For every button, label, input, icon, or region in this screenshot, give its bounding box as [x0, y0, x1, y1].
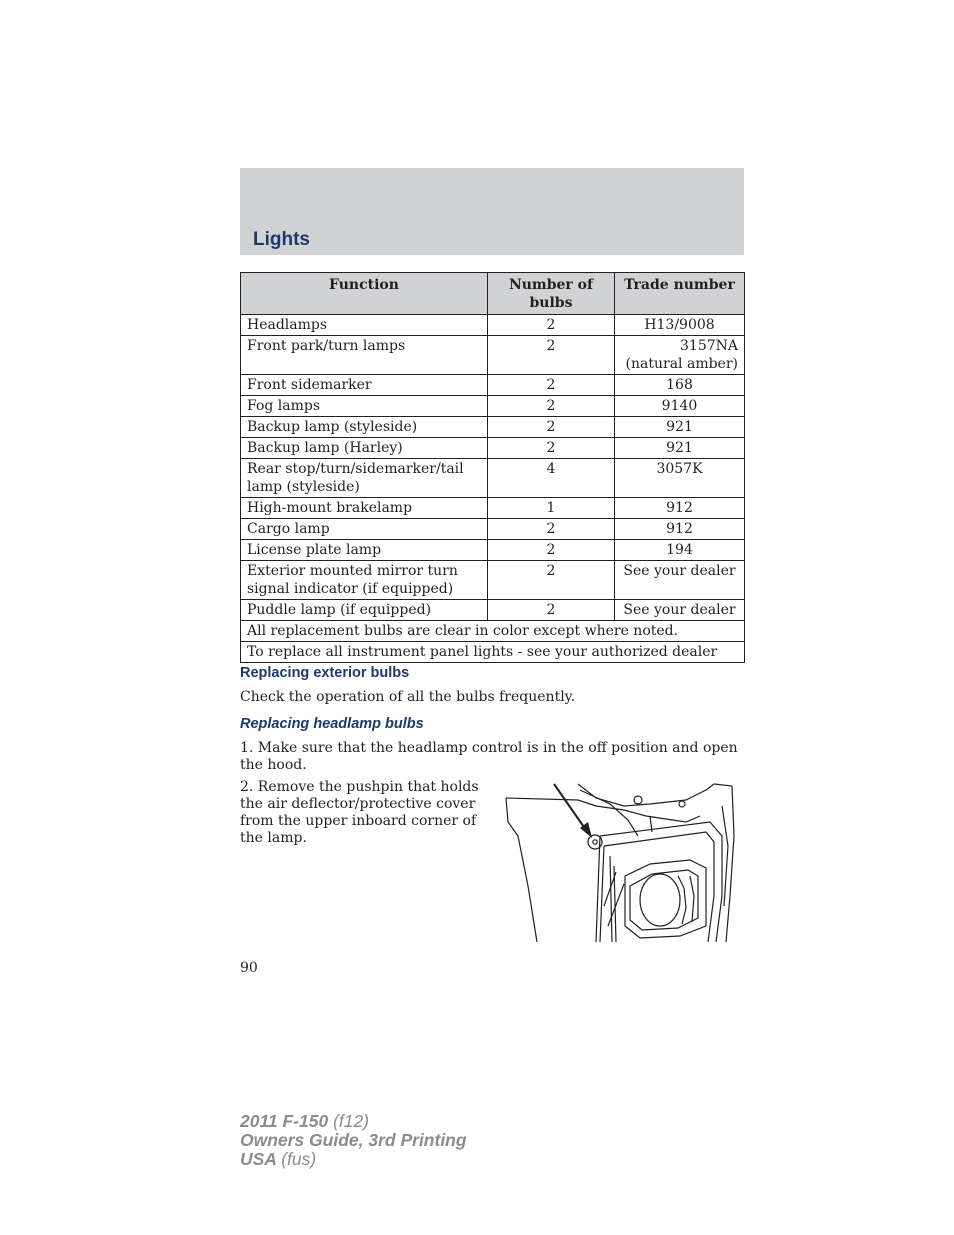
table-row: [241, 375, 745, 396]
heading-replacing-headlamp-bulbs: Replacing headlamp bulbs: [240, 716, 424, 732]
function-cell: Fog lamps: [241, 396, 488, 417]
trade-cell: 168: [615, 375, 745, 396]
bulbs-cell: 2: [488, 375, 615, 396]
bulbs-cell: 4: [488, 459, 615, 498]
function-cell: Front sidemarker: [241, 375, 488, 396]
function-cell: Exterior mounted mirror turn signal indicator (if equipped): [241, 561, 488, 600]
column-header-function: Function: [241, 273, 488, 315]
table-row: [241, 540, 745, 561]
function-cell: Backup lamp (styleside): [241, 417, 488, 438]
bulbs-cell: 2: [488, 315, 615, 336]
function-cell: Rear stop/turn/sidemarker/tail lamp (styleside): [241, 459, 488, 498]
page-number: 90: [240, 960, 258, 976]
trade-cell: 3057K: [615, 459, 745, 498]
function-cell: Cargo lamp: [241, 519, 488, 540]
footer-market: USA: [240, 1149, 277, 1169]
function-cell: High-mount brakelamp: [241, 498, 488, 519]
table-row: [241, 459, 745, 498]
table-row: [241, 438, 745, 459]
step-2-paragraph: 2. Remove the pushpin that holds the air deflector/protective cover from the upper inboard corner of the lamp.: [240, 779, 479, 846]
trade-cell: 3157NA (natural amber): [615, 336, 745, 375]
exterior-bulbs-paragraph: Check the operation of all the bulbs frequently.: [240, 689, 576, 705]
heading-replacing-exterior-bulbs: Replacing exterior bulbs: [240, 665, 410, 681]
section-title: Lights: [253, 229, 310, 250]
column-header-trade-number: Trade number: [615, 273, 745, 315]
bulbs-cell: 2: [488, 417, 615, 438]
bulbs-cell: 2: [488, 396, 615, 417]
function-cell: Puddle lamp (if equipped): [241, 600, 488, 621]
footer-line-1: [240, 1112, 467, 1131]
table-row: [241, 561, 745, 600]
bulbs-cell: 2: [488, 540, 615, 561]
footer-model-code: (f12): [333, 1111, 370, 1131]
table-row: [241, 336, 745, 375]
footer-market-code: (fus): [281, 1149, 317, 1169]
bulbs-cell: 2: [488, 561, 615, 600]
footer-line-3: [240, 1150, 467, 1169]
bulbs-cell: 2: [488, 438, 615, 459]
table-note-row: [241, 642, 745, 663]
footer-model: 2011 F-150: [240, 1111, 329, 1131]
footer-line-2: Owners Guide, 3rd Printing: [240, 1130, 467, 1150]
table-row: [241, 417, 745, 438]
function-cell: Backup lamp (Harley): [241, 438, 488, 459]
trade-cell: 194: [615, 540, 745, 561]
bulbs-cell: 2: [488, 519, 615, 540]
trade-cell: 9140: [615, 396, 745, 417]
headlamp-pushpin-illustration: [500, 776, 740, 946]
bulbs-cell: 2: [488, 600, 615, 621]
table-row: [241, 396, 745, 417]
table-note-row: [241, 621, 745, 642]
document-footer: [240, 1112, 467, 1169]
trade-cell: 921: [615, 417, 745, 438]
function-cell: Front park/turn lamps: [241, 336, 488, 375]
table-row: [241, 519, 745, 540]
section-header-band: [240, 168, 744, 255]
bulb-table: [240, 272, 745, 663]
function-cell: Headlamps: [241, 315, 488, 336]
trade-cell: 912: [615, 519, 745, 540]
trade-cell: 912: [615, 498, 745, 519]
bulbs-cell: 2: [488, 336, 615, 375]
step-1-paragraph: 1. Make sure that the headlamp control is in the off position and open the hood.: [240, 740, 738, 773]
table-note: To replace all instrument panel lights - see your authorized dealer: [241, 642, 745, 663]
trade-cell: See your dealer: [615, 561, 745, 600]
trade-cell: 921: [615, 438, 745, 459]
bulbs-cell: 1: [488, 498, 615, 519]
table-row: [241, 315, 745, 336]
table-row: [241, 600, 745, 621]
trade-cell: H13/9008: [615, 315, 745, 336]
trade-cell: See your dealer: [615, 600, 745, 621]
column-header-number-of-bulbs: Number of bulbs: [488, 273, 615, 315]
table-note: All replacement bulbs are clear in color except where noted.: [241, 621, 745, 642]
table-row: [241, 498, 745, 519]
function-cell: License plate lamp: [241, 540, 488, 561]
table-header-row: [241, 273, 745, 315]
